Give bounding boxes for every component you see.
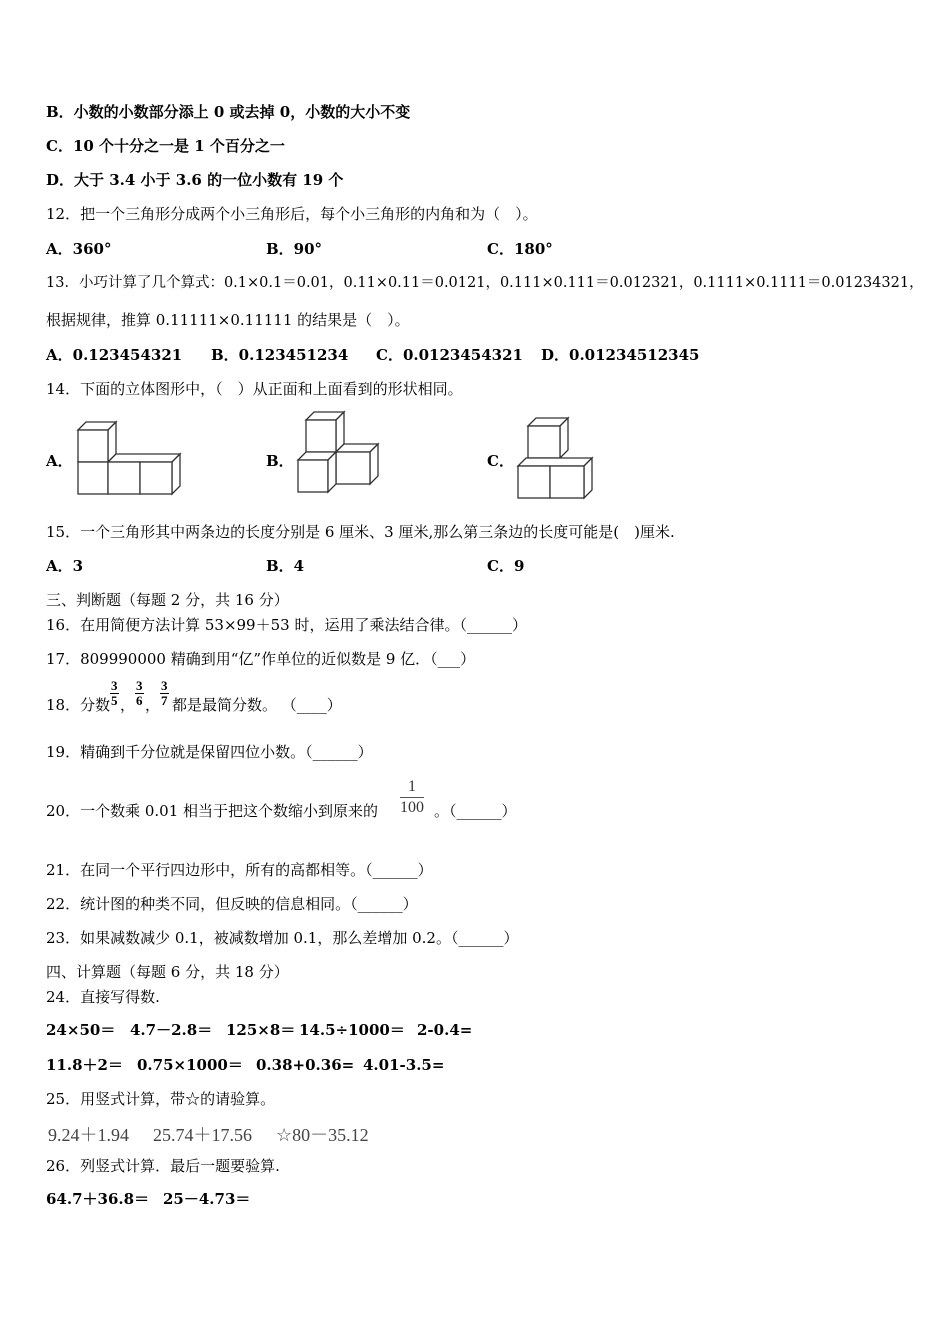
q20-fraction-numerator: 1	[400, 777, 424, 798]
q20-fraction-denominator: 100	[400, 799, 424, 816]
q12-stem: 12．把一个三角形分成两个小三角形后，每个小三角形的内角和为（ ）。	[46, 205, 538, 223]
q18-fraction-3	[160, 679, 169, 708]
q24-item-1: 24×50＝	[46, 1021, 116, 1039]
q24-item-8: 0.38+0.36=	[256, 1056, 355, 1074]
q18-separator-2: ，	[145, 696, 161, 714]
section-4-heading: 四、计算题（每题 6 分，共 18 分）	[46, 963, 289, 981]
q12-option-b[interactable]: B．90°	[266, 240, 323, 258]
q12-option-a[interactable]: A．360°	[46, 240, 112, 258]
q13-option-b[interactable]: B．0.123451234	[211, 346, 349, 364]
q18-fraction-2-numerator: 3	[136, 678, 143, 693]
q24-item-7: 0.75×1000＝	[137, 1056, 243, 1074]
q13-stem-line2: 根据规律，推算 0.11111×0.11111 的结果是（ ）。	[46, 311, 410, 329]
q24-item-3: 125×8＝	[226, 1021, 296, 1039]
q13-option-a[interactable]: A．0.123454321	[46, 346, 183, 364]
q18-prefix: 18．分数	[46, 696, 111, 714]
q15-option-a[interactable]: A．3	[46, 557, 84, 575]
q15-stem: 15．一个三角形其中两条边的长度分别是 6 厘米、3 厘米,那么第三条边的长度可能是( )厘米.	[46, 523, 675, 541]
section-3-heading: 三、判断题（每题 2 分，共 16 分）	[46, 591, 289, 609]
q22: 22．统计图的种类不同，但反映的信息相同。（______）	[46, 895, 418, 913]
q18-fraction-2-denominator: 6	[136, 693, 143, 708]
q18-fraction-2	[135, 679, 144, 708]
q12-option-c[interactable]: C．180°	[487, 240, 553, 258]
q14-stem: 14．下面的立体图形中，（ ）从正面和上面看到的形状相同。	[46, 380, 463, 398]
q18-fraction-1	[110, 679, 119, 708]
q14-option-a[interactable]: A．	[46, 452, 73, 470]
q13-option-c[interactable]: C．0.0123454321	[376, 346, 523, 364]
q11-option-c: C．10 个十分之一是 1 个百分之一	[46, 137, 285, 155]
q18-fraction-3-numerator: 3	[161, 678, 168, 693]
q19: 19．精确到千分位就是保留四位小数。（______）	[46, 743, 373, 761]
q13-stem-line1: 13．小巧计算了几个算式：0.1×0.1＝0.01，0.11×0.11＝0.0121，0.111×0.111＝0.012321，0.1111×0.1111＝0.01234321，	[46, 275, 924, 291]
q20-suffix: 。（______）	[434, 802, 517, 820]
q15-option-c[interactable]: C．9	[487, 557, 525, 575]
q18-fraction-3-denominator: 7	[161, 693, 168, 708]
q25-item-1: 9.24＋1.94	[48, 1125, 129, 1145]
q18-fraction-1-numerator: 3	[111, 678, 118, 693]
q24-stem: 24．直接写得数.	[46, 988, 160, 1006]
q24-item-4: 14.5÷1000＝	[299, 1021, 405, 1039]
cube-figure-a	[76, 418, 186, 498]
q26-stem: 26．列竖式计算．最后一题要验算.	[46, 1157, 280, 1175]
q18-separator-1: ，	[120, 696, 136, 714]
q26-item-1: 64.7＋36.8＝	[46, 1190, 150, 1208]
q18-suffix: 都是最简分数。 （____）	[172, 696, 342, 714]
q11-option-b: B．小数的小数部分添上 0 或去掉 0，小数的大小不变	[46, 103, 411, 121]
q25-item-2: 25.74＋17.56	[153, 1125, 252, 1145]
q20-prefix: 20．一个数乘 0.01 相当于把这个数缩小到原来的	[46, 802, 379, 820]
q17: 17．809990000 精确到用“亿”作单位的近似数是 9 亿．（___）	[46, 650, 476, 668]
q25-stem: 25．用竖式计算，带☆的请验算。	[46, 1090, 276, 1108]
q24-item-5: 2-0.4=	[417, 1021, 473, 1039]
q25-item-3: ☆80－35.12	[276, 1125, 369, 1145]
q18-fraction-1-denominator: 5	[111, 693, 118, 708]
q14-option-c[interactable]: C．	[487, 452, 514, 470]
q15-option-b[interactable]: B．4	[266, 557, 305, 575]
q20-fraction	[400, 777, 424, 818]
q14-option-b[interactable]: B．	[266, 452, 294, 470]
q16: 16．在用简便方法计算 53×99＋53 时，运用了乘法结合律。（______）	[46, 616, 527, 634]
q24-item-9: 4.01-3.5=	[363, 1056, 445, 1074]
cube-figure-b	[296, 410, 382, 496]
q23: 23．如果减数减少 0.1，被减数增加 0.1，那么差增加 0.2。（______）	[46, 929, 519, 947]
cube-figure-c	[516, 414, 596, 500]
q26-item-2: 25－4.73＝	[163, 1190, 251, 1208]
q13-option-d[interactable]: D．0.01234512345	[541, 346, 700, 364]
q24-item-2: 4.7－2.8＝	[130, 1021, 213, 1039]
q11-option-d: D．大于 3.4 小于 3.6 的一位小数有 19 个	[46, 171, 344, 189]
q21: 21．在同一个平行四边形中，所有的高都相等。（______）	[46, 861, 433, 879]
q24-item-6: 11.8＋2＝	[46, 1056, 123, 1074]
